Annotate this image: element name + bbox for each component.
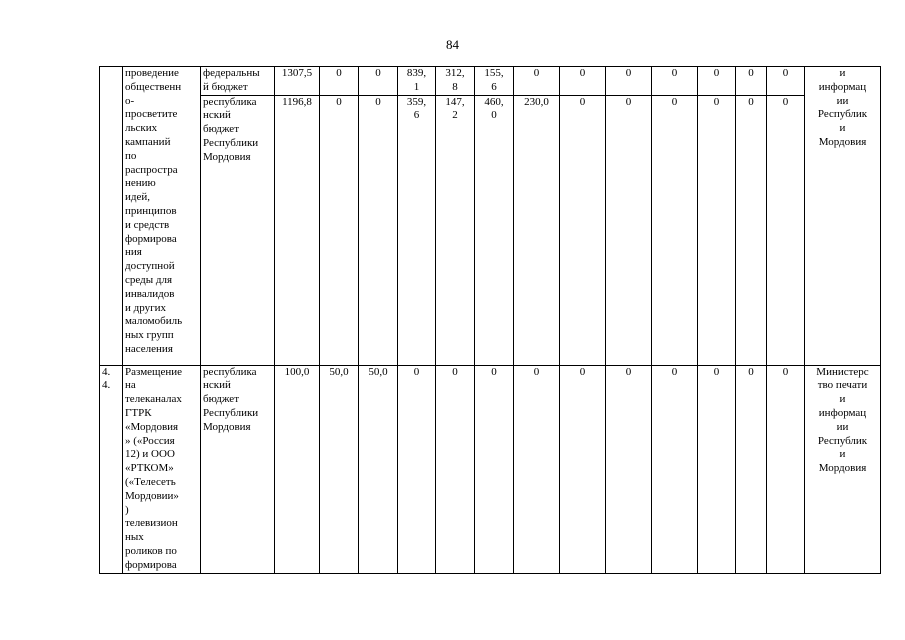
- value-cell: 155, 6: [475, 67, 514, 96]
- funding-source-cell: республика нский бюджет Республики Мордовия: [201, 95, 275, 365]
- value-cell: 50,0: [320, 365, 359, 573]
- value-cell: 0: [652, 365, 698, 573]
- funding-source-cell: федеральны й бюджет: [201, 67, 275, 96]
- value-cell: 147, 2: [436, 95, 475, 365]
- value-cell: 0: [698, 95, 736, 365]
- table-row: [100, 67, 881, 96]
- budget-table: [99, 66, 881, 574]
- value-cell: 312, 8: [436, 67, 475, 96]
- value-cell: 0: [514, 365, 560, 573]
- value-cell: 0: [560, 365, 606, 573]
- executor-cell: и информац ии Республик и Мордовия: [805, 67, 881, 366]
- value-cell: 0: [560, 95, 606, 365]
- value-cell: 0: [436, 365, 475, 573]
- executor-cell: Министерс тво печати и информац ии Республик и Мордовия: [805, 365, 881, 573]
- value-cell: 0: [736, 67, 767, 96]
- value-cell: 0: [767, 95, 805, 365]
- page-number: 84: [446, 37, 459, 52]
- value-cell: 0: [560, 67, 606, 96]
- value-cell: 0: [398, 365, 436, 573]
- value-cell: 359, 6: [398, 95, 436, 365]
- value-cell: 50,0: [359, 365, 398, 573]
- row-number-cell: 4. 4.: [100, 365, 123, 573]
- value-cell: 0: [475, 365, 514, 573]
- activity-cell: проведение общественн о- просветите льских кампаний по распростра нению идей, принципов и средств формирова ния доступной среды для инвалидов и других маломобиль ных групп населения: [123, 67, 201, 366]
- activity-cell: Размещение на телеканалах ГТРК «Мордовия » («Россия 12) и ООО «РТКОМ» («Телесеть Мордовии» ) телевизион ных роликов по формирова: [123, 365, 201, 573]
- value-cell: 1307,5: [275, 67, 320, 96]
- value-cell: 0: [320, 95, 359, 365]
- value-cell: 0: [606, 67, 652, 96]
- value-cell: 0: [359, 95, 398, 365]
- value-cell: 460, 0: [475, 95, 514, 365]
- value-cell: 0: [606, 365, 652, 573]
- value-cell: 0: [652, 95, 698, 365]
- table-row: [100, 365, 881, 573]
- funding-source-cell: республика нский бюджет Республики Мордовия: [201, 365, 275, 573]
- value-cell: 0: [514, 67, 560, 96]
- value-cell: 0: [767, 67, 805, 96]
- value-cell: 0: [606, 95, 652, 365]
- value-cell: 230,0: [514, 95, 560, 365]
- value-cell: 0: [736, 95, 767, 365]
- value-cell: 100,0: [275, 365, 320, 573]
- table-row: [100, 95, 881, 365]
- value-cell: 839, 1: [398, 67, 436, 96]
- value-cell: 0: [698, 365, 736, 573]
- row-number-cell: [100, 67, 123, 366]
- value-cell: 1196,8: [275, 95, 320, 365]
- value-cell: 0: [320, 67, 359, 96]
- value-cell: 0: [359, 67, 398, 96]
- value-cell: 0: [698, 67, 736, 96]
- value-cell: 0: [767, 365, 805, 573]
- value-cell: 0: [736, 365, 767, 573]
- value-cell: 0: [652, 67, 698, 96]
